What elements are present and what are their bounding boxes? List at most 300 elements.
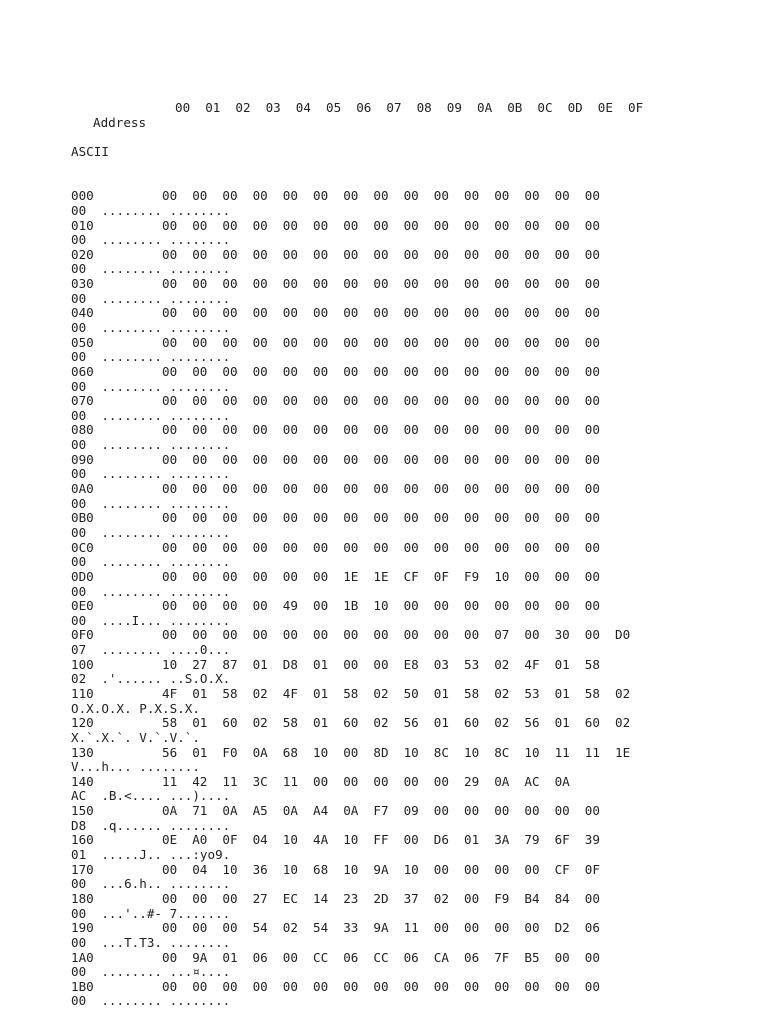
hex-byte[interactable]: 02 [373, 686, 389, 701]
hex-byte[interactable]: 56 [162, 744, 178, 760]
hex-byte[interactable]: 00 [282, 510, 298, 526]
hex-byte[interactable]: 00 [71, 993, 87, 1009]
hex-byte[interactable]: 00 [192, 978, 208, 994]
hex-byte[interactable]: 00 [71, 612, 87, 628]
hex-byte[interactable]: 02 [282, 920, 298, 936]
hex-byte[interactable]: 00 [343, 393, 359, 409]
hex-byte[interactable]: 01 [433, 715, 449, 731]
hex-byte[interactable]: 00 [162, 978, 178, 994]
hex-byte[interactable]: 00 [524, 334, 540, 350]
hex-byte[interactable]: 58 [222, 686, 238, 701]
hex-byte[interactable]: 4A [313, 832, 329, 848]
hex-byte[interactable]: 00 [71, 232, 87, 248]
hex-byte[interactable]: 00 [313, 451, 329, 467]
hex-byte[interactable]: CC [373, 949, 389, 965]
hex-byte[interactable]: 00 [584, 393, 600, 409]
hex-byte[interactable]: 00 [524, 393, 540, 409]
hex-byte[interactable]: 00 [282, 393, 298, 409]
hex-byte[interactable]: 00 [403, 627, 419, 643]
hex-byte[interactable]: 0A [162, 803, 178, 819]
hex-byte[interactable]: 00 [192, 539, 208, 555]
hex-byte[interactable]: 04 [192, 861, 208, 877]
hex-byte[interactable]: 11 [554, 744, 570, 760]
hex-byte[interactable]: 54 [313, 920, 329, 936]
hex-byte[interactable]: 00 [222, 217, 238, 233]
hex-byte[interactable]: 00 [584, 481, 600, 497]
hex-byte[interactable]: 01 [313, 656, 329, 672]
hex-byte[interactable]: 00 [162, 422, 178, 438]
hex-byte[interactable]: 00 [252, 627, 268, 643]
hex-byte[interactable]: 00 [313, 773, 329, 789]
hex-byte[interactable]: 00 [252, 568, 268, 584]
hex-byte[interactable]: 10 [282, 832, 298, 848]
hex-byte[interactable]: CA [433, 949, 449, 965]
hex-byte[interactable]: 00 [494, 363, 510, 379]
hex-byte[interactable]: 00 [524, 539, 540, 555]
hex-byte[interactable]: 00 [162, 568, 178, 584]
hex-byte[interactable]: 00 [433, 481, 449, 497]
hex-byte[interactable]: 00 [373, 334, 389, 350]
hex-byte[interactable]: 02 [494, 656, 510, 672]
hex-byte[interactable]: 00 [252, 393, 268, 409]
hex-byte[interactable]: 00 [343, 773, 359, 789]
hex-byte[interactable]: 10 [373, 598, 389, 614]
hex-byte[interactable]: 53 [524, 686, 540, 701]
hex-byte[interactable]: 42 [192, 773, 208, 789]
hex-byte[interactable]: 01 [71, 847, 87, 863]
hex-byte[interactable]: 10 [524, 744, 540, 760]
hex-byte[interactable]: 00 [282, 627, 298, 643]
hex-byte[interactable]: 00 [584, 305, 600, 321]
hex-byte[interactable]: 6F [554, 832, 570, 848]
hex-byte[interactable]: 00 [71, 964, 87, 980]
hex-byte[interactable]: 00 [222, 598, 238, 614]
hex-byte[interactable]: 68 [313, 861, 329, 877]
hex-byte[interactable]: 00 [373, 246, 389, 262]
hex-byte[interactable]: 07 [494, 627, 510, 643]
hex-byte[interactable]: 00 [373, 276, 389, 292]
hex-byte[interactable]: 00 [494, 217, 510, 233]
hex-byte[interactable]: 00 [403, 832, 419, 848]
hex-byte[interactable]: 00 [433, 246, 449, 262]
hex-byte[interactable]: 60 [464, 715, 480, 731]
hex-byte[interactable]: 00 [373, 510, 389, 526]
hex-byte[interactable]: 00 [313, 334, 329, 350]
hex-byte[interactable]: 00 [464, 363, 480, 379]
hex-byte[interactable]: 54 [252, 920, 268, 936]
hex-byte[interactable]: 02 [494, 686, 510, 701]
hex-byte[interactable]: 00 [192, 920, 208, 936]
hex-byte[interactable]: 00 [252, 598, 268, 614]
hex-byte[interactable]: 00 [464, 393, 480, 409]
hex-byte[interactable]: 01 [313, 715, 329, 731]
hex-byte[interactable]: 00 [162, 481, 178, 497]
hex-byte[interactable]: 36 [252, 861, 268, 877]
hex-byte[interactable]: 00 [313, 510, 329, 526]
hex-byte[interactable]: 0E [162, 832, 178, 848]
hex-byte[interactable]: 00 [524, 451, 540, 467]
hex-byte[interactable]: 79 [524, 832, 540, 848]
hex-byte[interactable]: 00 [192, 363, 208, 379]
hex-byte[interactable]: AC [71, 788, 87, 804]
hex-byte[interactable]: 10 [313, 744, 329, 760]
hex-byte[interactable]: 00 [162, 363, 178, 379]
hex-byte[interactable]: 00 [433, 598, 449, 614]
hex-byte[interactable]: 00 [192, 627, 208, 643]
hex-byte[interactable]: 04 [252, 832, 268, 848]
hex-byte[interactable]: 00 [282, 246, 298, 262]
hex-byte[interactable]: 1E [373, 568, 389, 584]
hex-byte[interactable]: 00 [343, 188, 359, 204]
hex-byte[interactable]: 00 [252, 246, 268, 262]
hex-byte[interactable]: 01 [554, 715, 570, 731]
hex-byte[interactable]: 39 [584, 832, 600, 848]
hex-byte[interactable]: 00 [494, 861, 510, 877]
hex-byte[interactable]: 00 [162, 393, 178, 409]
hex-byte[interactable]: 00 [373, 305, 389, 321]
hex-byte[interactable]: 00 [554, 246, 570, 262]
hex-byte[interactable]: 00 [222, 890, 238, 906]
hex-byte[interactable]: 00 [282, 451, 298, 467]
hex-byte[interactable]: 4F [282, 686, 298, 701]
hex-byte[interactable]: F7 [373, 803, 389, 819]
hex-byte[interactable]: 00 [252, 978, 268, 994]
hex-byte[interactable]: 00 [464, 276, 480, 292]
hex-byte[interactable]: 06 [403, 949, 419, 965]
hex-byte[interactable]: 29 [464, 773, 480, 789]
hex-byte[interactable]: 00 [343, 246, 359, 262]
hex-byte[interactable]: 00 [524, 861, 540, 877]
hex-byte[interactable]: 00 [494, 920, 510, 936]
hex-byte[interactable]: 02 [494, 715, 510, 731]
hex-byte[interactable]: 00 [554, 510, 570, 526]
hex-byte[interactable]: 00 [313, 598, 329, 614]
hex-byte[interactable]: 00 [343, 656, 359, 672]
hex-byte[interactable]: 00 [433, 510, 449, 526]
hex-byte[interactable]: 60 [343, 715, 359, 731]
hex-byte[interactable]: D8 [282, 656, 298, 672]
hex-byte[interactable]: 0F [433, 568, 449, 584]
hex-byte[interactable]: 00 [222, 568, 238, 584]
hex-byte[interactable]: D8 [71, 817, 87, 833]
hex-byte[interactable]: 00 [433, 451, 449, 467]
hex-byte[interactable]: 00 [494, 803, 510, 819]
hex-byte[interactable]: 00 [192, 510, 208, 526]
hex-byte[interactable]: 01 [433, 686, 449, 701]
hex-byte[interactable]: 00 [524, 188, 540, 204]
hex-byte[interactable]: 00 [433, 978, 449, 994]
hex-byte[interactable]: 00 [313, 363, 329, 379]
hex-byte[interactable]: 00 [313, 568, 329, 584]
hex-byte[interactable]: 00 [71, 524, 87, 540]
hex-byte[interactable]: 0F [584, 861, 600, 877]
hex-byte[interactable]: 00 [433, 188, 449, 204]
hex-byte[interactable]: 00 [584, 949, 600, 965]
hex-byte[interactable]: 27 [192, 656, 208, 672]
hex-byte[interactable]: 00 [403, 598, 419, 614]
hex-byte[interactable]: 00 [162, 510, 178, 526]
hex-byte[interactable]: 00 [192, 890, 208, 906]
hex-byte[interactable]: 00 [71, 934, 87, 950]
hex-byte[interactable]: 07 [71, 642, 87, 658]
hex-byte[interactable]: 00 [313, 305, 329, 321]
hex-byte[interactable]: F9 [464, 568, 480, 584]
hex-byte[interactable]: 71 [192, 803, 208, 819]
hex-byte[interactable]: 01 [554, 656, 570, 672]
hex-byte[interactable]: 00 [313, 481, 329, 497]
hex-byte[interactable]: 00 [494, 978, 510, 994]
hex-byte[interactable]: 9A [192, 949, 208, 965]
hex-byte[interactable]: 56 [524, 715, 540, 731]
hex-byte[interactable]: 00 [433, 920, 449, 936]
hex-byte[interactable]: 00 [162, 334, 178, 350]
hex-byte[interactable]: B5 [524, 949, 540, 965]
hex-byte[interactable]: 58 [584, 686, 600, 701]
hex-byte[interactable]: 00 [252, 363, 268, 379]
hex-byte[interactable]: 00 [162, 539, 178, 555]
hex-byte[interactable]: 10 [343, 832, 359, 848]
hex-byte[interactable]: 00 [71, 495, 87, 511]
hex-byte[interactable]: 10 [222, 861, 238, 877]
hex-byte[interactable]: 02 [252, 715, 268, 731]
hex-byte[interactable]: D0 [615, 627, 631, 643]
hex-byte[interactable]: 49 [282, 598, 298, 614]
hex-byte[interactable]: 00 [584, 451, 600, 467]
hex-byte[interactable]: 00 [252, 481, 268, 497]
hex-byte[interactable]: 00 [433, 803, 449, 819]
hex-byte[interactable]: 10 [282, 861, 298, 877]
hex-byte[interactable]: 00 [373, 393, 389, 409]
hex-byte[interactable]: 84 [554, 890, 570, 906]
hex-byte[interactable]: 00 [464, 188, 480, 204]
hex-byte[interactable]: 00 [494, 246, 510, 262]
hex-byte[interactable]: 00 [584, 188, 600, 204]
hex-byte[interactable]: 00 [252, 305, 268, 321]
hex-byte[interactable]: 00 [343, 627, 359, 643]
hex-byte[interactable]: 00 [222, 539, 238, 555]
hex-byte[interactable]: F9 [494, 890, 510, 906]
hex-byte[interactable]: 23 [343, 890, 359, 906]
hex-byte[interactable]: 00 [554, 276, 570, 292]
hex-byte[interactable]: 00 [343, 217, 359, 233]
hex-byte[interactable]: 00 [252, 217, 268, 233]
hex-byte[interactable]: AC [524, 773, 540, 789]
hex-byte[interactable]: 00 [252, 539, 268, 555]
hex-byte[interactable]: 01 [252, 656, 268, 672]
hex-byte[interactable]: 00 [373, 539, 389, 555]
hex-byte[interactable]: 02 [373, 715, 389, 731]
hex-byte[interactable]: 00 [433, 393, 449, 409]
hex-byte[interactable]: 00 [282, 539, 298, 555]
hex-byte[interactable]: 10 [162, 656, 178, 672]
hex-byte[interactable]: F0 [222, 744, 238, 760]
hex-byte[interactable]: 00 [494, 334, 510, 350]
hex-byte[interactable]: 10 [494, 568, 510, 584]
hex-byte[interactable]: 02 [71, 671, 87, 687]
hex-byte[interactable]: 00 [524, 217, 540, 233]
hex-byte[interactable]: 00 [192, 217, 208, 233]
hex-byte[interactable]: 00 [313, 217, 329, 233]
hex-byte[interactable]: 1E [343, 568, 359, 584]
hex-byte[interactable]: 7F [494, 949, 510, 965]
hex-byte[interactable]: 1E [615, 744, 631, 760]
hex-byte[interactable]: 00 [222, 334, 238, 350]
hex-byte[interactable]: 00 [192, 451, 208, 467]
hex-byte[interactable]: 00 [282, 481, 298, 497]
hex-byte[interactable]: FF [373, 832, 389, 848]
hex-byte[interactable]: 00 [554, 217, 570, 233]
hex-byte[interactable]: 00 [464, 510, 480, 526]
hex-byte[interactable]: 00 [554, 305, 570, 321]
hex-byte[interactable]: 00 [222, 363, 238, 379]
hex-byte[interactable]: 00 [343, 539, 359, 555]
hex-byte[interactable]: 01 [192, 744, 208, 760]
hex-byte[interactable]: 58 [584, 656, 600, 672]
hex-byte[interactable]: 4F [162, 686, 178, 701]
hex-byte[interactable]: 1B [343, 598, 359, 614]
hex-byte[interactable]: 27 [252, 890, 268, 906]
hex-byte[interactable]: 14 [313, 890, 329, 906]
hex-byte[interactable]: 00 [464, 422, 480, 438]
hex-byte[interactable]: 00 [373, 656, 389, 672]
hex-byte[interactable]: 02 [433, 890, 449, 906]
hex-byte[interactable]: 00 [162, 861, 178, 877]
hex-byte[interactable]: 00 [403, 334, 419, 350]
hex-byte[interactable]: 00 [313, 627, 329, 643]
hex-byte[interactable]: 06 [464, 949, 480, 965]
hex-byte[interactable]: 00 [162, 920, 178, 936]
hex-byte[interactable]: 00 [464, 481, 480, 497]
hex-byte[interactable]: 00 [192, 188, 208, 204]
hex-byte[interactable]: 60 [584, 715, 600, 731]
hex-byte[interactable]: 11 [584, 744, 600, 760]
hex-byte[interactable]: 11 [403, 920, 419, 936]
hex-byte[interactable]: A5 [252, 803, 268, 819]
hex-byte[interactable]: 00 [554, 481, 570, 497]
hex-byte[interactable]: 00 [403, 393, 419, 409]
hex-byte[interactable]: 00 [584, 276, 600, 292]
hex-byte[interactable]: 8C [433, 744, 449, 760]
hex-byte[interactable]: 03 [433, 656, 449, 672]
hex-byte[interactable]: 00 [71, 349, 87, 365]
hex-byte[interactable]: 00 [282, 949, 298, 965]
hex-byte[interactable]: 00 [373, 188, 389, 204]
hex-byte[interactable]: 00 [162, 627, 178, 643]
hex-byte[interactable]: 00 [554, 949, 570, 965]
hex-byte[interactable]: 0A [252, 744, 268, 760]
hex-byte[interactable]: 00 [162, 305, 178, 321]
hex-byte[interactable]: 00 [252, 451, 268, 467]
hex-byte[interactable]: 00 [343, 422, 359, 438]
hex-byte[interactable]: 00 [433, 627, 449, 643]
hex-byte[interactable]: 02 [615, 686, 631, 701]
hex-byte[interactable]: 00 [222, 393, 238, 409]
hex-byte[interactable]: 00 [524, 481, 540, 497]
hex-byte[interactable]: 00 [192, 246, 208, 262]
hex-byte[interactable]: 0F [222, 832, 238, 848]
hex-byte[interactable]: 00 [403, 773, 419, 789]
hex-byte[interactable]: 00 [71, 554, 87, 570]
hex-byte[interactable]: 58 [343, 686, 359, 701]
hex-byte[interactable]: 00 [584, 217, 600, 233]
hex-byte[interactable]: 00 [464, 451, 480, 467]
hex-byte[interactable]: 00 [403, 422, 419, 438]
hex-byte[interactable]: 00 [343, 451, 359, 467]
hex-byte[interactable]: 58 [282, 715, 298, 731]
hex-byte[interactable]: 00 [584, 803, 600, 819]
hex-byte[interactable]: 00 [71, 261, 87, 277]
hex-byte[interactable]: 00 [282, 276, 298, 292]
hex-byte[interactable]: 8C [494, 744, 510, 760]
hex-byte[interactable]: 00 [162, 890, 178, 906]
hex-byte[interactable]: 00 [71, 378, 87, 394]
hex-byte[interactable]: 00 [403, 363, 419, 379]
hex-byte[interactable]: 00 [313, 539, 329, 555]
hex-byte[interactable]: CF [403, 568, 419, 584]
hex-byte[interactable]: 00 [494, 393, 510, 409]
hex-byte[interactable]: 00 [494, 276, 510, 292]
hex-byte[interactable]: 00 [343, 978, 359, 994]
hex-byte[interactable]: 9A [373, 920, 389, 936]
hex-byte[interactable]: 00 [222, 451, 238, 467]
hex-byte[interactable]: 00 [373, 481, 389, 497]
hex-byte[interactable]: 00 [524, 803, 540, 819]
hex-byte[interactable]: 00 [373, 363, 389, 379]
hex-byte[interactable]: 06 [343, 949, 359, 965]
hex-byte[interactable]: 00 [464, 861, 480, 877]
hex-byte[interactable]: 00 [464, 217, 480, 233]
hex-byte[interactable]: CF [554, 861, 570, 877]
hex-byte[interactable]: 00 [584, 334, 600, 350]
hex-byte[interactable]: 60 [222, 715, 238, 731]
hex-byte[interactable]: 00 [433, 422, 449, 438]
hex-byte[interactable]: 00 [343, 744, 359, 760]
hex-byte[interactable]: 00 [162, 246, 178, 262]
hex-byte[interactable]: 00 [282, 978, 298, 994]
hex-byte[interactable]: 58 [162, 715, 178, 731]
hex-byte[interactable]: 30 [554, 627, 570, 643]
hex-byte[interactable]: 00 [192, 568, 208, 584]
hex-byte[interactable]: 00 [313, 276, 329, 292]
hex-byte[interactable]: 00 [494, 598, 510, 614]
hex-byte[interactable]: 00 [554, 568, 570, 584]
hex-byte[interactable]: 00 [433, 773, 449, 789]
hex-byte[interactable]: 00 [71, 407, 87, 423]
hex-byte[interactable]: 00 [524, 246, 540, 262]
hex-byte[interactable]: 00 [343, 276, 359, 292]
hex-byte[interactable]: 00 [433, 363, 449, 379]
hex-byte[interactable]: 00 [554, 334, 570, 350]
hex-byte[interactable]: 00 [494, 451, 510, 467]
hex-byte[interactable]: 00 [464, 598, 480, 614]
hex-byte[interactable]: 00 [494, 481, 510, 497]
hex-byte[interactable]: 00 [222, 627, 238, 643]
hex-byte[interactable]: 00 [192, 481, 208, 497]
hex-byte[interactable]: CC [313, 949, 329, 965]
hex-byte[interactable]: 00 [433, 305, 449, 321]
hex-byte[interactable]: 09 [403, 803, 419, 819]
hex-byte[interactable]: 00 [433, 861, 449, 877]
hex-byte[interactable]: 00 [433, 217, 449, 233]
hex-byte[interactable]: B4 [524, 890, 540, 906]
hex-byte[interactable]: 68 [282, 744, 298, 760]
hex-byte[interactable]: 00 [373, 978, 389, 994]
hex-byte[interactable]: 01 [222, 949, 238, 965]
hex-byte[interactable]: 00 [192, 598, 208, 614]
hex-byte[interactable]: 00 [584, 510, 600, 526]
hex-byte[interactable]: 00 [162, 451, 178, 467]
hex-byte[interactable]: 10 [464, 744, 480, 760]
